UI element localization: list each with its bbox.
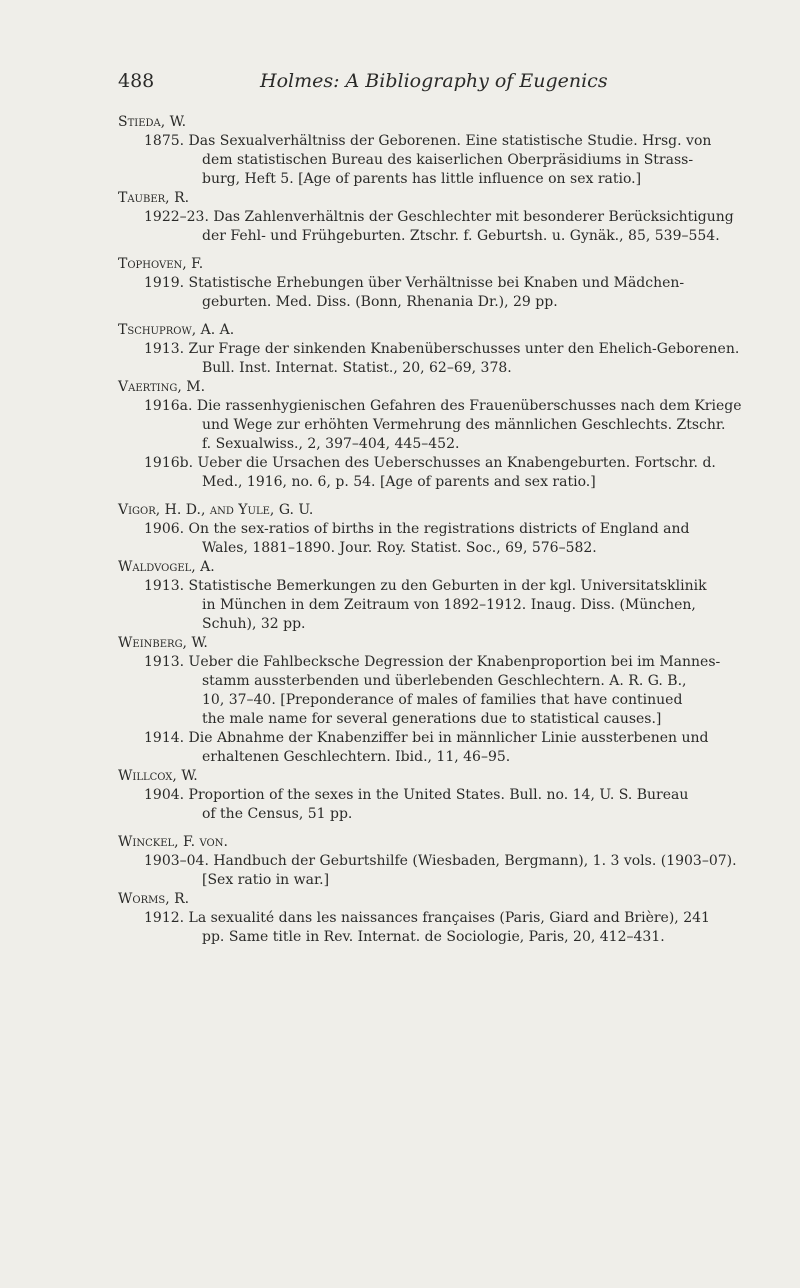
entry-author: Stieda, W. xyxy=(118,114,187,130)
citation-line: Med., 1916, no. 6, p. 54. [Age of parents and sex ratio.] xyxy=(202,474,596,490)
citation-line: 1912. La sexualité dans les naissances françaises (Paris, Giard and Brière), 241 xyxy=(144,910,710,926)
bibliography-entry xyxy=(0,767,800,824)
citation-line: 1916a. Die rassenhygienischen Gefahren des Frauenüberschusses nach dem Kriege xyxy=(144,398,742,414)
entry-citation xyxy=(144,520,800,558)
running-title: Holmes: A Bibliography of Eugenics xyxy=(260,70,608,92)
entry-author: Vigor, H. D., and Yule, G. U. xyxy=(118,502,314,518)
citation-line: in München in dem Zeitraum von 1892–1912. Inaug. Diss. (München, xyxy=(202,597,696,613)
entry-author: Worms, R. xyxy=(118,891,190,907)
bibliography-entry xyxy=(0,378,800,492)
entry-citation xyxy=(144,340,800,378)
citation-line: Wales, 1881–1890. Jour. Roy. Statist. Soc., 69, 576–582. xyxy=(202,540,597,556)
entry-author: Waldvogel, A. xyxy=(118,559,215,575)
citation-line: 1913. Zur Frage der sinkenden Knabenüberschusses unter den Ehelich-Geborenen. xyxy=(144,341,740,357)
citation-line: 1922–23. Das Zahlenverhältnis der Geschlechter mit besonderer Berücksichtigung xyxy=(144,209,734,225)
entry-citation xyxy=(144,786,800,824)
entry-citation xyxy=(144,274,800,312)
bibliography-entry xyxy=(0,890,800,947)
bibliography-entry xyxy=(0,558,800,634)
bibliography-entry xyxy=(0,321,800,378)
citation-line: 1903–04. Handbuch der Geburtshilfe (Wiesbaden, Bergmann), 1. 3 vols. (1903–07). xyxy=(144,853,737,869)
citation-line: Schuh), 32 pp. xyxy=(202,616,306,632)
entry-citation xyxy=(144,454,800,492)
bibliography-entry xyxy=(0,113,800,189)
citation-line: the male name for several generations due to statistical causes.] xyxy=(202,711,662,727)
entry-author: Weinberg, W. xyxy=(118,635,208,651)
bibliography-entry xyxy=(0,833,800,890)
bibliography-entries xyxy=(0,113,800,947)
entry-citation xyxy=(144,208,800,246)
citation-line: pp. Same title in Rev. Internat. de Sociologie, Paris, 20, 412–431. xyxy=(202,929,665,945)
entry-citation xyxy=(144,397,800,454)
entry-author: Tauber, R. xyxy=(118,190,190,206)
entry-author: Tophoven, F. xyxy=(118,256,204,272)
citation-line: 1875. Das Sexualverhältniss der Geborenen. Eine statistische Studie. Hrsg. von xyxy=(144,133,712,149)
citation-line: of the Census, 51 pp. xyxy=(202,806,353,822)
citation-line: erhaltenen Geschlechtern. Ibid., 11, 46–95. xyxy=(202,749,511,765)
citation-line: burg, Heft 5. [Age of parents has little influence on sex ratio.] xyxy=(202,171,642,187)
citation-line: Bull. Inst. Internat. Statist., 20, 62–69, 378. xyxy=(202,360,512,376)
citation-line: 1914. Die Abnahme der Knabenziffer bei in männlicher Linie aussterbenen und xyxy=(144,730,709,746)
entry-citation xyxy=(144,653,800,729)
entry-citation xyxy=(144,577,800,634)
bibliography-entry xyxy=(0,501,800,558)
citation-line: 1906. On the sex-ratios of births in the registrations districts of England and xyxy=(144,521,690,537)
citation-line: stamm aussterbenden und überlebenden Geschlechtern. A. R. G. B., xyxy=(202,673,687,689)
entry-citation xyxy=(144,132,800,189)
citation-line: geburten. Med. Diss. (Bonn, Rhenania Dr.), 29 pp. xyxy=(202,294,558,310)
citation-line: 1913. Statistische Bemerkungen zu den Geburten in der kgl. Universitatsklinik xyxy=(144,578,707,594)
citation-line: 1919. Statistische Erhebungen über Verhältnisse bei Knaben und Mädchen- xyxy=(144,275,685,291)
citation-line: der Fehl- und Frühgeburten. Ztschr. f. Geburtsh. u. Gynäk., 85, 539–554. xyxy=(202,228,720,244)
citation-line: und Wege zur erhöhten Vermehrung des männlichen Geschlechts. Ztschr. xyxy=(202,417,726,433)
citation-line: 1913. Ueber die Fahlbecksche Degression der Knabenproportion bei im Mannes- xyxy=(144,654,721,670)
entry-author: Vaerting, M. xyxy=(118,379,206,395)
entry-author: Tschuprow, A. A. xyxy=(118,322,235,338)
bibliography-entry xyxy=(0,189,800,246)
entry-citation xyxy=(144,729,800,767)
citation-line: [Sex ratio in war.] xyxy=(202,872,330,888)
citation-line: 10, 37–40. [Preponderance of males of families that have continued xyxy=(202,692,683,708)
entry-citation xyxy=(144,852,800,890)
entry-author: Winckel, F. von. xyxy=(118,834,228,850)
entry-author: Willcox, W. xyxy=(118,768,198,784)
bibliography-entry xyxy=(0,634,800,767)
page-header xyxy=(118,66,678,96)
bibliography-entry xyxy=(0,255,800,312)
entry-citation xyxy=(144,909,800,947)
citation-line: f. Sexualwiss., 2, 397–404, 445–452. xyxy=(202,436,460,452)
citation-line: 1916b. Ueber die Ursachen des Ueberschusses an Knabengeburten. Fortschr. d. xyxy=(144,455,716,471)
page-number: 488 xyxy=(118,70,155,92)
citation-line: 1904. Proportion of the sexes in the United States. Bull. no. 14, U. S. Bureau xyxy=(144,787,689,803)
citation-line: dem statistischen Bureau des kaiserlichen Oberpräsidiums in Strass- xyxy=(202,152,694,168)
